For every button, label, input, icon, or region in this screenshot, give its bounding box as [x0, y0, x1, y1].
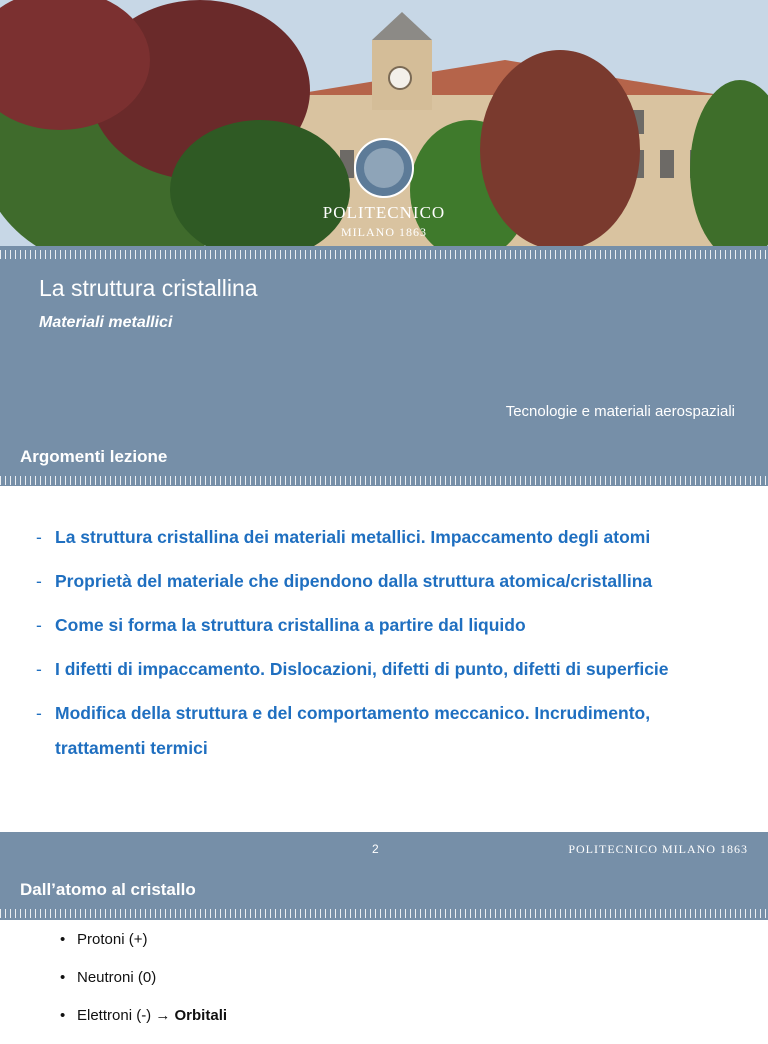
dash-marker: - [36, 703, 42, 723]
topic-text: La struttura cristallina dei materiali metallici. Impaccamento degli atomi [55, 527, 651, 547]
logo-subtext: MILANO 1863 [341, 225, 427, 239]
topic-text: Modifica della struttura e del comportamento meccanico. Incrudimento, trattamenti termici [55, 703, 651, 758]
bullet-marker: • [60, 969, 66, 986]
page-number: 2 [372, 842, 379, 856]
topics-list [36, 520, 726, 775]
topic-text: I difetti di impaccamento. Dislocazioni, difetti di punto, difetti di superficie [55, 659, 669, 679]
slide-title: La struttura cristallina [39, 275, 258, 301]
bullet-text: Protoni (+) [77, 931, 148, 948]
tick-rule [0, 250, 768, 259]
logo-wordmark: POLITECNICO [322, 203, 446, 222]
list-item [36, 652, 726, 687]
list-item [60, 1006, 227, 1026]
list-item [60, 968, 227, 988]
topic-text: Proprietà del materiale che dipendono dalla struttura atomica/cristallina [55, 571, 653, 591]
atom-bullet-list [60, 930, 227, 1044]
dash-marker: - [36, 527, 42, 547]
bullet-marker: • [60, 931, 66, 948]
list-item [60, 930, 227, 950]
course-name: Tecnologie e materiali aerospaziali [505, 403, 735, 420]
bullet-text-bold: Orbitali [174, 1007, 228, 1024]
bullet-marker: • [60, 1007, 66, 1024]
campus-photo [0, 0, 768, 246]
dash-marker: - [36, 615, 42, 635]
section-heading-topics: Argomenti lezione [20, 447, 168, 466]
bullet-text: Neutroni (0) [77, 969, 157, 986]
list-item [36, 608, 726, 643]
list-item [36, 696, 726, 766]
dash-marker: - [36, 659, 42, 679]
section-heading-atom: Dall’atomo al cristallo [20, 880, 196, 899]
tick-rule [0, 909, 768, 918]
dash-marker: - [36, 571, 42, 591]
slide-subtitle: Materiali metallici [39, 314, 173, 331]
topic-text: Come si forma la struttura cristallina a partire dal liquido [55, 615, 526, 635]
tick-rule [0, 476, 768, 485]
footer-brand: POLITECNICO MILANO 1863 [568, 842, 748, 856]
list-item [36, 520, 726, 555]
list-item [36, 564, 726, 599]
bullet-text: Elettroni (-) → [77, 1007, 175, 1024]
